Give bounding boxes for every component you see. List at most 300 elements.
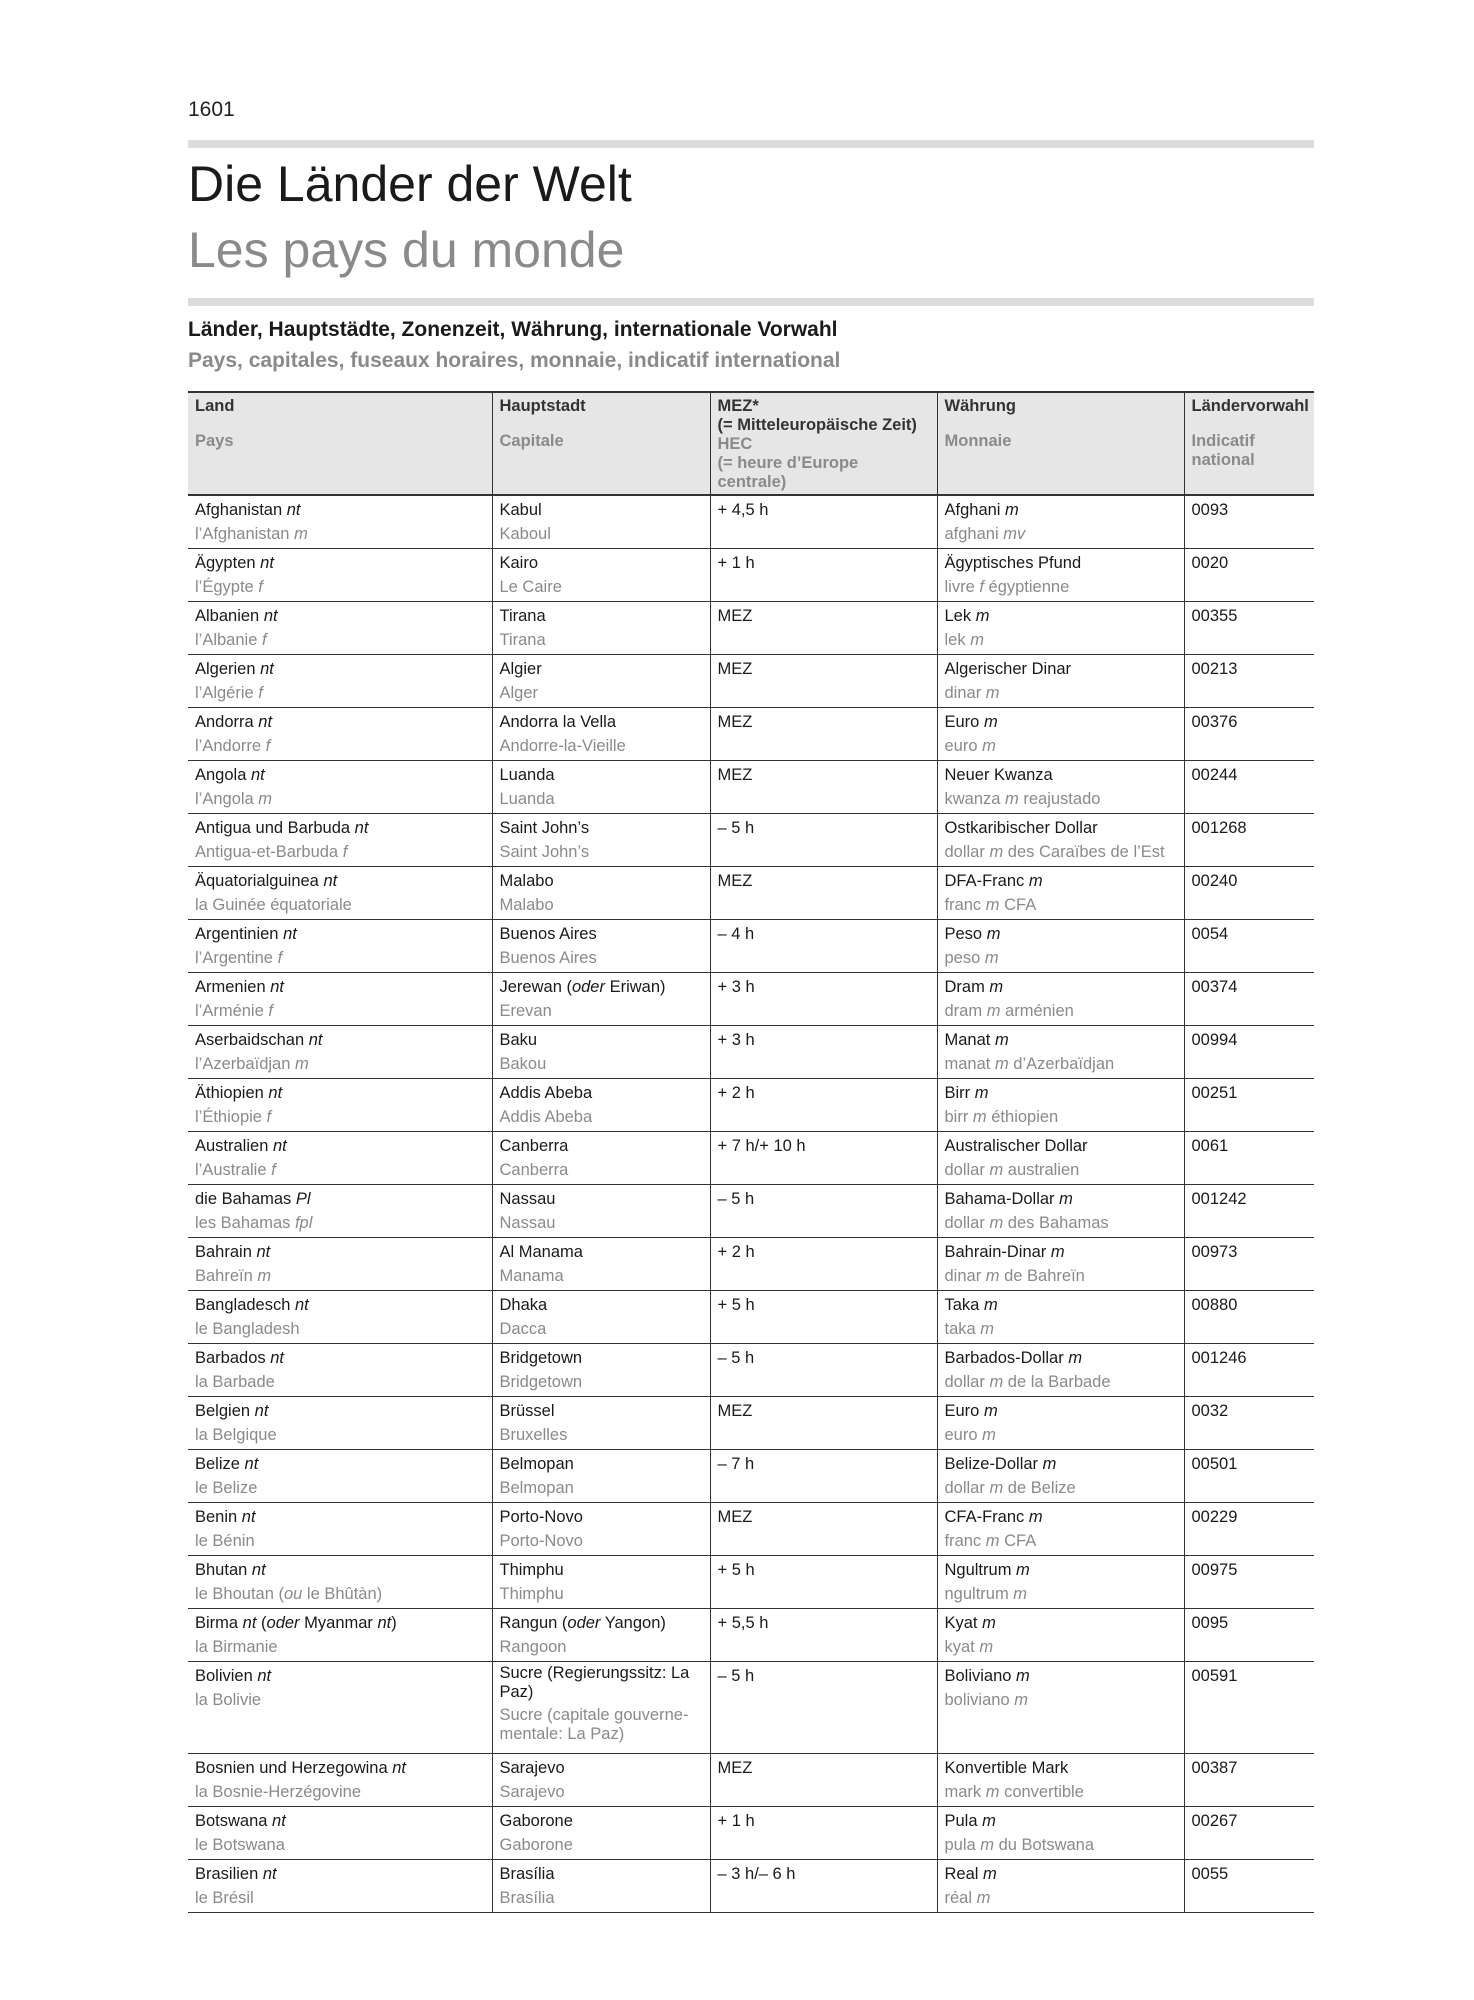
table-row (188, 1344, 1314, 1397)
timezone-cell-de: MEZ (717, 660, 753, 678)
currency-cell-de: Dram m (944, 978, 1004, 996)
capital-cell-de: Porto-Novo (499, 1508, 583, 1526)
currency-cell-de: Bahama-Dollar m (944, 1190, 1073, 1208)
capital-cell-de: Jerewan (oder Eriwan) (499, 978, 666, 996)
table-row (188, 1026, 1314, 1079)
capital-cell (492, 973, 710, 1026)
currency-cell-fr: kwanza m reajustado (944, 790, 1101, 808)
column-header-fr: Monnaie (944, 432, 1012, 450)
capital-cell (492, 920, 710, 973)
dialing-code-cell-de: 0020 (1191, 554, 1229, 572)
table-row (188, 1609, 1314, 1662)
capital-cell (492, 602, 710, 655)
currency-cell-fr: euro m (944, 737, 996, 755)
currency-cell-de: Australischer Dollar (944, 1137, 1088, 1155)
dialing-code-cell (1184, 867, 1314, 920)
capital-cell (492, 1754, 710, 1807)
currency-cell (937, 1132, 1184, 1185)
country-cell-de: Argentinien nt (195, 925, 297, 943)
dialing-code-cell (1184, 549, 1314, 602)
currency-cell-fr: dollar m de la Barbade (944, 1373, 1111, 1391)
currency-cell-fr: dollar m australien (944, 1161, 1080, 1179)
column-header-de: Land (195, 397, 235, 415)
currency-cell-fr: lek m (944, 631, 984, 649)
timezone-cell (710, 708, 937, 761)
country-cell (188, 973, 492, 1026)
top-divider (188, 140, 1314, 148)
table-row (188, 920, 1314, 973)
table-header-row (188, 392, 1314, 495)
country-cell-fr: Bahreïn m (195, 1267, 272, 1285)
capital-cell (492, 549, 710, 602)
timezone-cell (710, 1662, 937, 1754)
currency-cell-fr: mark m convertible (944, 1783, 1084, 1801)
dialing-code-cell-de: 0093 (1191, 501, 1229, 519)
country-cell (188, 708, 492, 761)
capital-cell (492, 814, 710, 867)
currency-cell-de: Konvertible Mark (944, 1759, 1069, 1777)
timezone-cell (710, 1185, 937, 1238)
currency-cell-fr: euro m (944, 1426, 996, 1444)
currency-cell-fr: taka m (944, 1320, 995, 1338)
country-cell-de: Australien nt (195, 1137, 287, 1155)
currency-cell-fr: birr m éthiopien (944, 1108, 1059, 1126)
country-cell (188, 1556, 492, 1609)
currency-cell-de: Ngultrum m (944, 1561, 1030, 1579)
capital-cell-de: Rangun (oder Yangon) (499, 1614, 666, 1632)
capital-cell (492, 1609, 710, 1662)
currency-cell (937, 1397, 1184, 1450)
country-cell (188, 1807, 492, 1860)
capital-cell-fr: Kaboul (499, 525, 551, 543)
capital-cell-de: Kairo (499, 554, 539, 572)
currency-cell-fr: kyat m (944, 1638, 994, 1656)
timezone-cell (710, 1450, 937, 1503)
capital-cell-de: Bridgetown (499, 1349, 583, 1367)
currency-cell-fr: dollar m des Caraïbes de l’Est (944, 843, 1165, 861)
dialing-code-cell (1184, 1662, 1314, 1754)
currency-cell-de: Neuer Kwanza (944, 766, 1053, 784)
dialing-code-cell-de: 00973 (1191, 1243, 1238, 1261)
capital-cell (492, 1291, 710, 1344)
capital-cell (492, 495, 710, 549)
country-cell (188, 1185, 492, 1238)
dialing-code-cell-de: 00240 (1191, 872, 1238, 890)
country-cell-de: Armenien nt (195, 978, 284, 996)
currency-cell (937, 1238, 1184, 1291)
capital-cell (492, 1132, 710, 1185)
dialing-code-cell (1184, 814, 1314, 867)
currency-cell-fr: franc m CFA (944, 896, 1037, 914)
table-row (188, 1807, 1314, 1860)
timezone-cell (710, 1754, 937, 1807)
column-header-capital (492, 392, 710, 495)
timezone-cell-de: – 5 h (717, 1190, 755, 1208)
capital-cell (492, 1860, 710, 1913)
country-cell (188, 920, 492, 973)
column-header-de: Hauptstadt (499, 397, 586, 415)
country-cell-fr: Antigua-et-Barbuda f (195, 843, 348, 861)
country-cell-de: Birma nt (oder Myanmar nt) (195, 1614, 397, 1632)
timezone-cell (710, 920, 937, 973)
table-row (188, 1185, 1314, 1238)
column-header-timezone (710, 392, 937, 495)
dialing-code-cell (1184, 1860, 1314, 1913)
country-cell-de: Afghanistan nt (195, 501, 301, 519)
country-cell-de: Angola nt (195, 766, 265, 784)
capital-cell-fr: Rangoon (499, 1638, 567, 1656)
timezone-cell (710, 1503, 937, 1556)
country-cell-fr: le Botswana (195, 1836, 285, 1854)
capital-cell-fr: Addis Abeba (499, 1108, 593, 1126)
capital-cell-de: Saint John’s (499, 819, 590, 837)
capital-cell-fr: Malabo (499, 896, 554, 914)
capital-cell-de: Addis Abeba (499, 1084, 593, 1102)
dialing-code-cell (1184, 602, 1314, 655)
currency-cell (937, 1079, 1184, 1132)
currency-cell-de: Bahrain-Dinar m (944, 1243, 1065, 1261)
section-divider (188, 298, 1314, 306)
timezone-cell-de: + 2 h (717, 1243, 755, 1261)
table-row (188, 655, 1314, 708)
capital-cell-de: Brüssel (499, 1402, 555, 1420)
country-cell-fr: l’Égypte f (195, 578, 263, 596)
dialing-code-cell (1184, 761, 1314, 814)
capital-cell (492, 1503, 710, 1556)
capital-cell-fr: Belmopan (499, 1479, 574, 1497)
currency-cell (937, 1026, 1184, 1079)
column-header-de: Währung (944, 397, 1016, 415)
currency-cell-de: Algerischer Dinar (944, 660, 1072, 678)
dialing-code-cell-de: 00244 (1191, 766, 1238, 784)
currency-cell-fr: ngultrum m (944, 1585, 1028, 1603)
timezone-cell-de: MEZ (717, 1759, 753, 1777)
currency-cell (937, 1291, 1184, 1344)
dialing-code-cell-de: 00213 (1191, 660, 1238, 678)
country-cell (188, 1291, 492, 1344)
currency-cell-de: Afghani m (944, 501, 1019, 519)
capital-cell-fr: Alger (499, 684, 539, 702)
timezone-cell-de: + 3 h (717, 978, 755, 996)
timezone-cell (710, 602, 937, 655)
country-cell-fr: les Bahamas fpl (195, 1214, 313, 1232)
capital-cell-de: Luanda (499, 766, 555, 784)
currency-cell (937, 1807, 1184, 1860)
timezone-cell-de: + 3 h (717, 1031, 755, 1049)
table-row (188, 549, 1314, 602)
country-cell (188, 1344, 492, 1397)
country-cell (188, 1026, 492, 1079)
capital-cell-de: Gaborone (499, 1812, 573, 1830)
country-cell-de: Benin nt (195, 1508, 256, 1526)
capital-cell-de: Buenos Aires (499, 925, 597, 943)
currency-cell-de: Taka m (944, 1296, 998, 1314)
country-cell-fr: le Brésil (195, 1889, 254, 1907)
dialing-code-cell-de: 00501 (1191, 1455, 1238, 1473)
capital-cell-fr: Le Caire (499, 578, 562, 596)
timezone-cell-de: MEZ (717, 1402, 753, 1420)
country-cell (188, 1397, 492, 1450)
currency-cell-fr: dinar m de Bahreïn (944, 1267, 1085, 1285)
dialing-code-cell-de: 0054 (1191, 925, 1229, 943)
dialing-code-cell (1184, 708, 1314, 761)
countries-table (188, 391, 1314, 1913)
capital-cell-fr: Bridgetown (499, 1373, 583, 1391)
country-cell (188, 602, 492, 655)
currency-cell-de: Real m (944, 1865, 997, 1883)
country-cell-de: Bolivien nt (195, 1667, 272, 1685)
timezone-cell-de: – 5 h (717, 1349, 755, 1367)
capital-cell-de: Al Manama (499, 1243, 583, 1261)
currency-cell-fr: franc m CFA (944, 1532, 1037, 1550)
table-row (188, 973, 1314, 1026)
dialing-code-cell-de: 0032 (1191, 1402, 1229, 1420)
capital-cell (492, 1662, 710, 1754)
timezone-cell-de: + 1 h (717, 1812, 755, 1830)
currency-cell-fr: manat m d’Azerbaïdjan (944, 1055, 1115, 1073)
capital-cell-fr: Bakou (499, 1055, 547, 1073)
capital-cell (492, 1807, 710, 1860)
table-row (188, 1238, 1314, 1291)
country-cell-de: Belgien nt (195, 1402, 269, 1420)
capital-cell-fr: Porto-Novo (499, 1532, 583, 1550)
timezone-cell (710, 1609, 937, 1662)
table-row (188, 708, 1314, 761)
dialing-code-cell (1184, 1238, 1314, 1291)
timezone-cell-de: – 3 h/– 6 h (717, 1865, 796, 1883)
timezone-cell (710, 549, 937, 602)
country-cell-de: die Bahamas Pl (195, 1190, 311, 1208)
capital-cell-de: Andorra la Vella (499, 713, 616, 731)
country-cell-fr: la Bosnie-Herzégovine (195, 1783, 362, 1801)
currency-cell (937, 1860, 1184, 1913)
country-cell-de: Albanien nt (195, 607, 278, 625)
dialing-code-cell (1184, 1556, 1314, 1609)
capital-cell-fr: Luanda (499, 790, 555, 808)
timezone-cell-de: + 1 h (717, 554, 755, 572)
column-header-dialing-code (1184, 392, 1314, 495)
capital-cell-de: Nassau (499, 1190, 556, 1208)
currency-cell-fr: dram m arménien (944, 1002, 1074, 1020)
timezone-cell-de: + 4,5 h (717, 501, 769, 519)
capital-cell (492, 1450, 710, 1503)
country-cell-fr: le Bénin (195, 1532, 255, 1550)
section-subtitle-de: Länder, Hauptstädte, Zonenzeit, Währung, internationale Vorwahl (188, 318, 838, 341)
currency-cell (937, 1609, 1184, 1662)
country-cell (188, 1450, 492, 1503)
dialing-code-cell (1184, 1450, 1314, 1503)
capital-cell-fr: Sucre (capitale gouverne-mentale: La Paz) (499, 1706, 689, 1743)
capital-cell-fr: Tirana (499, 631, 546, 649)
capital-cell (492, 1026, 710, 1079)
timezone-cell (710, 1132, 937, 1185)
timezone-cell-de: MEZ (717, 1508, 753, 1526)
currency-cell-fr: réal m (944, 1889, 991, 1907)
capital-cell-de: Dhaka (499, 1296, 548, 1314)
dialing-code-cell-de: 0061 (1191, 1137, 1229, 1155)
capital-cell-de: Tirana (499, 607, 546, 625)
country-cell-fr: l’Éthiopie f (195, 1108, 272, 1126)
capital-cell-de: Algier (499, 660, 542, 678)
column-header-country (188, 392, 492, 495)
capital-cell-de: Belmopan (499, 1455, 574, 1473)
capital-cell (492, 761, 710, 814)
table-row (188, 1860, 1314, 1913)
timezone-cell (710, 655, 937, 708)
country-cell-fr: l’Algérie f (195, 684, 263, 702)
capital-cell (492, 708, 710, 761)
country-cell-fr: la Barbade (195, 1373, 275, 1391)
country-cell-fr: le Bhoutan (ou le Bhûtàn) (195, 1585, 383, 1603)
timezone-cell-de: MEZ (717, 872, 753, 890)
dialing-code-cell (1184, 1754, 1314, 1807)
dialing-code-cell-de: 0095 (1191, 1614, 1229, 1632)
currency-cell (937, 1450, 1184, 1503)
dialing-code-cell-de: 00975 (1191, 1561, 1238, 1579)
column-header-fr: Pays (195, 432, 234, 450)
column-header-de: MEZ* (= Mitteleuropäische Zeit) (717, 397, 917, 434)
dialing-code-cell-de: 00374 (1191, 978, 1238, 996)
country-cell-de: Botswana nt (195, 1812, 286, 1830)
country-cell-fr: l’Albanie f (195, 631, 267, 649)
capital-cell-fr: Buenos Aires (499, 949, 597, 967)
timezone-cell (710, 1807, 937, 1860)
table-row (188, 1397, 1314, 1450)
country-cell-fr: la Guinée équatoriale (195, 896, 352, 914)
dialing-code-cell (1184, 1609, 1314, 1662)
currency-cell (937, 1662, 1184, 1754)
capital-cell-de: Brasília (499, 1865, 555, 1883)
country-cell-de: Äquatorialguinea nt (195, 872, 338, 890)
currency-cell (937, 1185, 1184, 1238)
currency-cell (937, 495, 1184, 549)
timezone-cell-de: MEZ (717, 766, 753, 784)
country-cell (188, 1662, 492, 1754)
currency-cell (937, 549, 1184, 602)
currency-cell-de: Euro m (944, 1402, 998, 1420)
capital-cell (492, 655, 710, 708)
column-header-fr: HEC (= heure d’Europe centrale) (717, 435, 859, 491)
currency-cell-fr: dollar m des Bahamas (944, 1214, 1109, 1232)
country-cell-fr: l’Arménie f (195, 1002, 273, 1020)
capital-cell (492, 1238, 710, 1291)
capital-cell-de: Sucre (Regierungssitz: La Paz) (499, 1664, 690, 1701)
timezone-cell-de: + 7 h/+ 10 h (717, 1137, 806, 1155)
capital-cell (492, 1079, 710, 1132)
capital-cell (492, 1397, 710, 1450)
currency-cell-de: Lek m (944, 607, 990, 625)
timezone-cell (710, 1238, 937, 1291)
dialing-code-cell-de: 00994 (1191, 1031, 1238, 1049)
capital-cell (492, 867, 710, 920)
currency-cell-fr: dollar m de Belize (944, 1479, 1076, 1497)
timezone-cell-de: – 4 h (717, 925, 755, 943)
currency-cell (937, 761, 1184, 814)
capital-cell-de: Baku (499, 1031, 538, 1049)
country-cell (188, 1754, 492, 1807)
dialing-code-cell (1184, 1807, 1314, 1860)
capital-cell-de: Kabul (499, 501, 542, 519)
country-cell-fr: l’Australie f (195, 1161, 276, 1179)
column-header-currency (937, 392, 1184, 495)
timezone-cell-de: MEZ (717, 713, 753, 731)
country-cell-fr: le Bangladesh (195, 1320, 300, 1338)
country-cell (188, 1860, 492, 1913)
table-row (188, 1754, 1314, 1807)
currency-cell-fr: boliviano m (944, 1691, 1028, 1709)
timezone-cell (710, 1397, 937, 1450)
dialing-code-cell-de: 00880 (1191, 1296, 1238, 1314)
currency-cell (937, 920, 1184, 973)
capital-cell-de: Malabo (499, 872, 554, 890)
currency-cell (937, 1754, 1184, 1807)
currency-cell-de: DFA-Franc m (944, 872, 1043, 890)
country-cell-de: Bahrain nt (195, 1243, 271, 1261)
country-cell-fr: la Bolivie (195, 1691, 262, 1709)
table-row (188, 867, 1314, 920)
country-cell-fr: l’Andorre f (195, 737, 271, 755)
currency-cell (937, 973, 1184, 1026)
country-cell (188, 1609, 492, 1662)
country-cell-fr: le Belize (195, 1479, 258, 1497)
country-cell-fr: l’Argentine f (195, 949, 283, 967)
country-cell-fr: l’Azerbaïdjan m (195, 1055, 309, 1073)
dialing-code-cell-de: 00251 (1191, 1084, 1238, 1102)
currency-cell-de: Ägyptisches Pfund (944, 554, 1082, 572)
capital-cell-fr: Andorre-la-Vieille (499, 737, 626, 755)
capital-cell-fr: Dacca (499, 1320, 547, 1338)
currency-cell-de: Birr m (944, 1084, 989, 1102)
capital-cell-fr: Manama (499, 1267, 564, 1285)
dialing-code-cell (1184, 1397, 1314, 1450)
dialing-code-cell (1184, 655, 1314, 708)
currency-cell-fr: pula m du Botswana (944, 1836, 1095, 1854)
timezone-cell-de: + 5 h (717, 1561, 755, 1579)
dialing-code-cell (1184, 1185, 1314, 1238)
dialing-code-cell-de: 001242 (1191, 1190, 1247, 1208)
table-row (188, 1662, 1314, 1754)
table-row (188, 1450, 1314, 1503)
dialing-code-cell (1184, 1026, 1314, 1079)
country-cell (188, 867, 492, 920)
timezone-cell-de: + 5 h (717, 1296, 755, 1314)
dialing-code-cell-de: 00267 (1191, 1812, 1238, 1830)
country-cell-de: Barbados nt (195, 1349, 284, 1367)
currency-cell-de: Belize-Dollar m (944, 1455, 1057, 1473)
dialing-code-cell-de: 00591 (1191, 1667, 1238, 1685)
country-cell-de: Bosnien und Herzegowina nt (195, 1759, 406, 1777)
timezone-cell (710, 1026, 937, 1079)
dialing-code-cell-de: 00355 (1191, 607, 1238, 625)
timezone-cell (710, 761, 937, 814)
timezone-cell-de: + 5,5 h (717, 1614, 769, 1632)
dialing-code-cell-de: 00387 (1191, 1759, 1238, 1777)
country-cell-de: Äthiopien nt (195, 1084, 283, 1102)
currency-cell (937, 814, 1184, 867)
dialing-code-cell (1184, 1291, 1314, 1344)
capital-cell-de: Canberra (499, 1137, 569, 1155)
column-header-fr: Capitale (499, 432, 564, 450)
currency-cell-de: Barbados-Dollar m (944, 1349, 1083, 1367)
currency-cell-de: Peso m (944, 925, 1001, 943)
currency-cell (937, 1556, 1184, 1609)
country-cell-de: Antigua und Barbuda nt (195, 819, 369, 837)
country-cell-de: Aserbaidschan nt (195, 1031, 323, 1049)
timezone-cell-de: + 2 h (717, 1084, 755, 1102)
currency-cell-de: Manat m (944, 1031, 1009, 1049)
currency-cell-de: Pula m (944, 1812, 996, 1830)
currency-cell-fr: livre f égyptienne (944, 578, 1070, 596)
